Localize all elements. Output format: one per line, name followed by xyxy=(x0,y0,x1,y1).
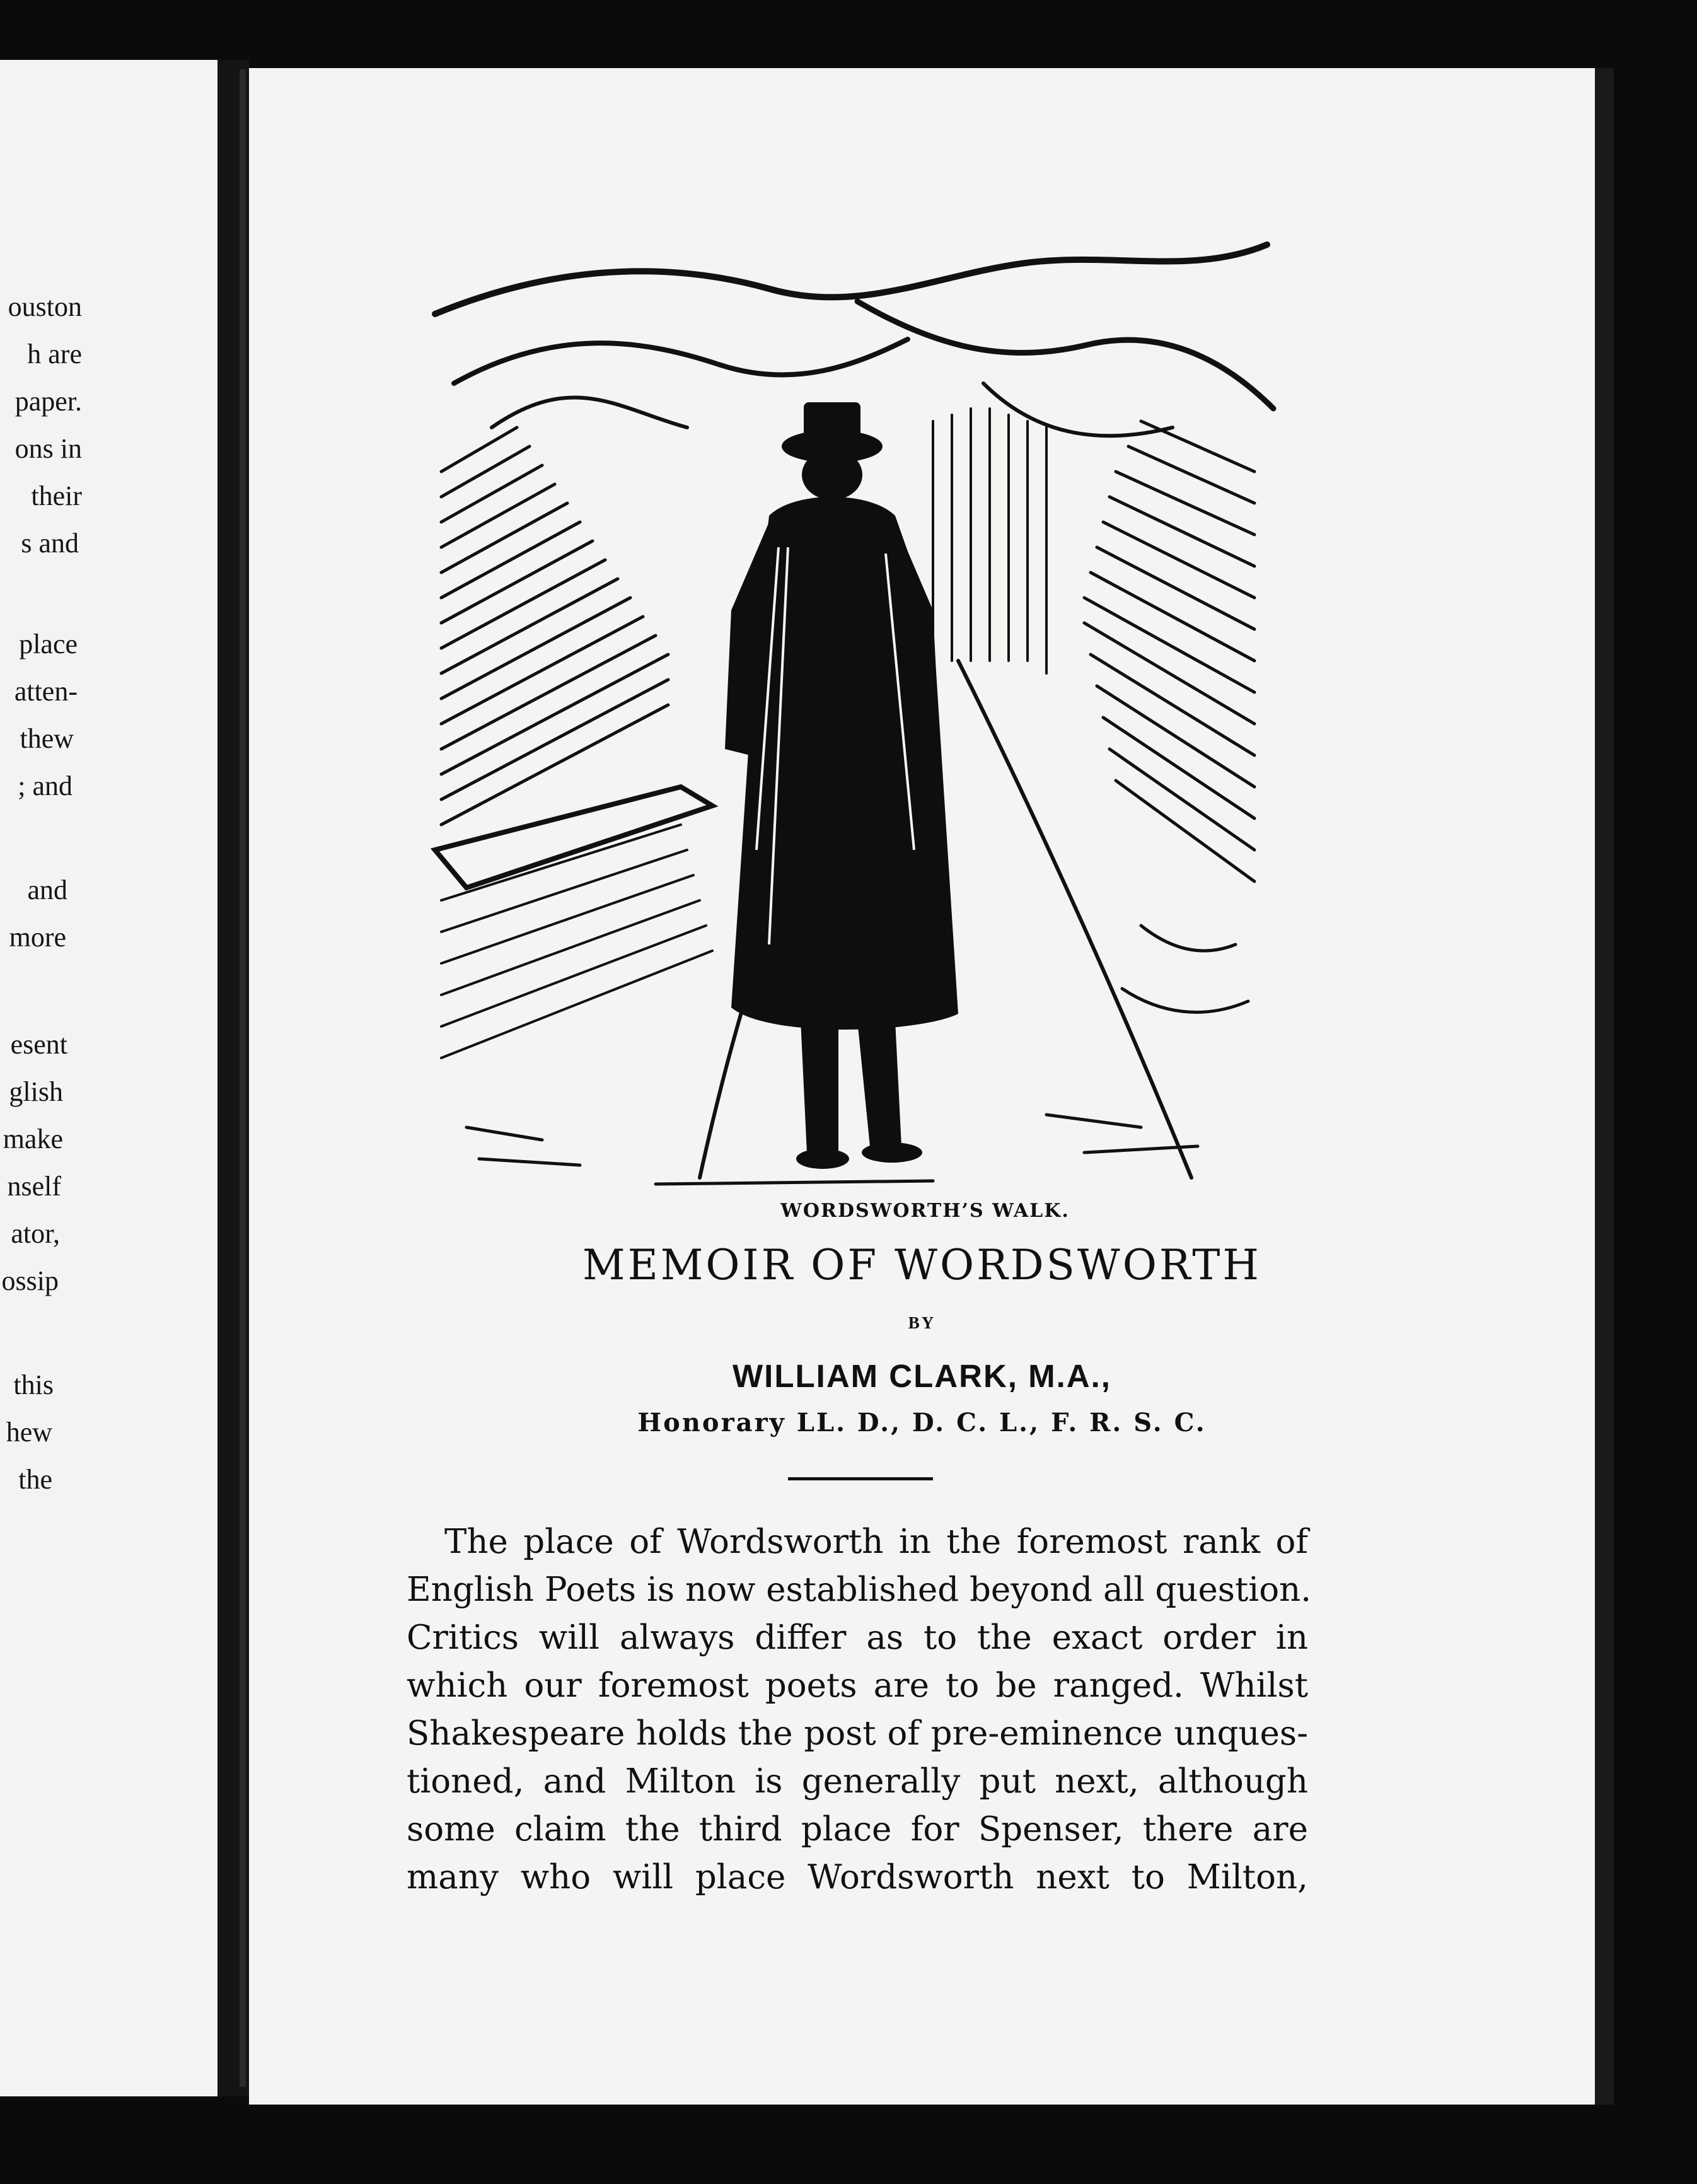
illustration-caption: WORDSWORTH’S WALK. xyxy=(780,1200,1070,1222)
body-line: English Poets is now established beyond all question. xyxy=(407,1571,1312,1609)
left-page-line: nself xyxy=(7,1171,61,1202)
left-page-line: this xyxy=(13,1369,54,1400)
body-line: many who will place Wordsworth next to Milton, xyxy=(407,1858,1308,1896)
body-line: Shakespeare holds the post of pre-eminence unques- xyxy=(407,1714,1308,1753)
author-degrees: Honorary LL. D., D. C. L., F. R. S. C. xyxy=(637,1408,1207,1438)
body-text xyxy=(407,1518,1312,1902)
left-page-line: make xyxy=(3,1124,63,1154)
left-page-line: their xyxy=(31,480,82,511)
page-title: MEMOIR OF WORDSWORTH xyxy=(582,1241,1261,1289)
left-page-line: ; and xyxy=(18,770,72,801)
left-page-line: and xyxy=(27,874,67,905)
left-page-line: thew xyxy=(20,723,74,754)
body-line: tioned, and Milton is generally put next, although xyxy=(407,1762,1308,1801)
left-page xyxy=(0,60,217,2096)
left-page-line: ossip xyxy=(1,1265,59,1296)
byline-by: BY xyxy=(908,1313,936,1332)
left-page-line: hew xyxy=(6,1417,52,1448)
body-line: The place of Wordsworth in the foremost rank of xyxy=(444,1523,1308,1561)
left-page-line: ons in xyxy=(14,433,82,464)
right-page xyxy=(249,68,1595,2105)
left-page-line: more xyxy=(9,922,66,953)
body-line: which our foremost poets are to be ranged. Whilst xyxy=(407,1666,1308,1705)
wordsworths-walk-engraving xyxy=(416,219,1280,1190)
left-page-line: ouston xyxy=(8,291,82,322)
author-name: WILLIAM CLARK, M.A., xyxy=(733,1358,1111,1394)
body-line: some claim the third place for Spenser, there are xyxy=(407,1810,1308,1849)
page-edge-shadow xyxy=(1595,68,1614,2105)
body-line: Critics will always differ as to the exact order in xyxy=(407,1618,1308,1657)
left-page-line: the xyxy=(18,1464,52,1495)
left-page-line: s and xyxy=(21,528,79,559)
section-divider xyxy=(788,1477,933,1480)
left-page-line: h are xyxy=(27,339,82,369)
left-page-line: atten- xyxy=(14,676,78,707)
left-page-line: ator, xyxy=(11,1218,60,1249)
left-page-line: place xyxy=(19,629,78,659)
left-page-line: esent xyxy=(10,1029,67,1060)
left-page-line: glish xyxy=(9,1076,63,1107)
gutter-binding-line xyxy=(240,69,246,2087)
left-page-line: paper. xyxy=(14,386,82,417)
